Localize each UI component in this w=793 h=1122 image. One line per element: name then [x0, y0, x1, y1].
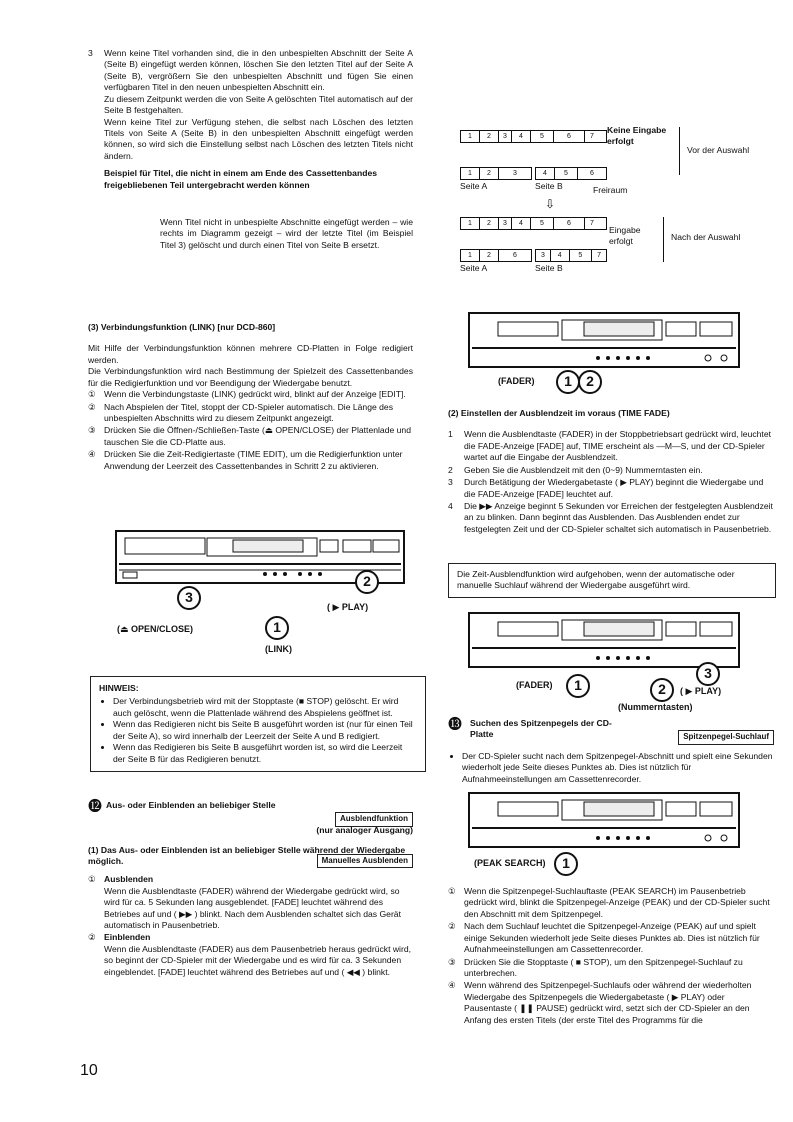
callout-3: 3 — [177, 586, 201, 610]
side-a-row2: 1 2 6 — [460, 249, 532, 262]
cd-player-number-illustration — [468, 612, 768, 712]
list-item: 1 Wenn die Ausblendtaste (FADER) in der Stoppbetriebsart gedrückt wird, leuchtet die FADE-Anzeige [FADE] auf, TIME erscheint als —M—S, und der CD-Spieler wartet auf die Eingabe der Ausblendzeit. — [448, 429, 771, 463]
cd-player-drawing — [468, 792, 740, 852]
label-nummerntasten: (Nummerntasten) — [618, 702, 693, 712]
list-item: • Wenn das Redigieren nicht bis Seite B ausgeführt worden ist (nur für einen Teil der Seite A), so wird innerhalb der Leerzeit der Seite A und B redigiert. — [113, 719, 417, 742]
tape-diagram — [455, 125, 775, 285]
callout-1: 1 — [265, 616, 289, 640]
peak-section — [448, 718, 774, 785]
peak-steps-block — [448, 886, 774, 1027]
side-b-row2: 3 4 5 7 — [535, 249, 607, 262]
freiraum-label: Freiraum — [593, 185, 628, 195]
peak-box: Spitzenpegel-Suchlauf — [678, 730, 774, 745]
fade-heading-row — [88, 798, 413, 823]
list-item: ① Wenn die Verbindungstaste (LINK) gedrückt wird, blinkt auf der Anzeige [EDIT]. — [88, 389, 406, 400]
list-item: ③ Drücken Sie die Öffnen-/Schließen-Taste (⏏ OPEN/CLOSE) der Plattenlade und tauschen Sie die CD-Platte aus. — [88, 425, 411, 447]
list-item: • Der CD-Spieler sucht nach dem Spitzenpegel-Abschnitt und spielt eine Sekunden wiederholt jede Seite dieses Punktes ab. Dies ist nützlich für Aufnahmeeinstellungen am Cassettenrecorder. — [462, 751, 774, 785]
hinweis-box — [90, 676, 426, 772]
list-item: 3 Durch Betätigung der Wiedergabetaste ( ▶ PLAY) beginnt die Wiedergabe und die FADE-Anzeige [FADE] leuchtet auf. — [448, 477, 764, 499]
list-item: ② Nach Abspielen der Titel, stoppt der CD-Spieler automatisch. Die Länge des unbespielten Abschnitts wird zu diesem Zeitpunkt angezeigt. — [88, 401, 394, 423]
example-heading: Beispiel für Titel, die nicht in einem am Ende des Cassettenbandes freigebliebenen Teil untergebracht werden können — [104, 168, 378, 190]
list-item: ② Nach dem Suchlauf leuchtet die Spitzenpegel-Anzeige (PEAK) auf und spielt einige Sekunden wiederholt jede Seite dieses Punktes ab. Dies ist nützlich für Aufnahmeeinstellungen am Cassettenrecorder. — [448, 921, 760, 955]
fade-sub1-box: Manuelles Ausblenden — [88, 854, 413, 869]
list-item: • Der Verbindungsbetrieb wird mit der Stopptaste (■ STOP) gelöscht. Er wird auch gelöscht, wenn die Plattenlade während des Abspielens geöffnet ist. — [113, 696, 417, 719]
list-item: • Wenn das Redigieren bis Seite B ausgeführt worden ist, so wird die Leerzeit der Seite B für das Redigieren benutzt. — [113, 742, 417, 765]
vor-label: Vor der Auswahl — [687, 145, 750, 155]
link-heading: (3) Verbindungsfunktion (LINK) [nur DCD-860] — [88, 322, 276, 332]
link-intro2: Die Verbindungsfunktion wird nach Bestimmung der Spielzeit des Cassettenbandes für die Redigierfunktion und vor Beendigung der Wiedergabe benutzt. — [88, 366, 413, 388]
eingabe-label: Eingabe erfolgt — [609, 225, 641, 247]
left-column — [88, 48, 413, 251]
cd-player-drawing — [468, 612, 740, 672]
fade-box: Ausblendfunktion — [335, 812, 413, 827]
label-peak-search: (PEAK SEARCH) — [474, 858, 546, 868]
callout-2: 2 — [578, 370, 602, 394]
list-item: ③ Drücken Sie die Stopptaste ( ■ STOP), um den Spitzenpegel-Suchlauf zu unterbrechen. — [448, 956, 743, 978]
label-open-close: (⏏ OPEN/CLOSE) — [117, 624, 194, 634]
fade-heading: Aus- oder Einblenden an beliebiger Stelle — [106, 800, 276, 810]
label-play: ( ▶ PLAY) — [327, 602, 369, 612]
callout-2: 2 — [355, 570, 379, 594]
callout-1: 1 — [556, 370, 580, 394]
side-a-row1: 1 2 3 — [460, 167, 532, 180]
page-number: 10 — [80, 1062, 98, 1079]
side-b-row1: 4 5 6 — [535, 167, 607, 180]
list-item: 4 Die ▶▶ Anzeige beginnt 5 Sekunden vor Erreichen der festgelegten Ausblendzeit an zu blinken. Dann beginnt das Ausblenden. Das Ausblenden endet zur festgelegten Zeit und der CD-Spieler schaltet sich automatisch in Pausenbetrieb. — [448, 500, 773, 534]
fade-num: ⓬ — [88, 798, 102, 814]
peak-heading: Suchen des Spitzenpegels der CD-Platte — [470, 718, 612, 740]
link-steps — [88, 389, 413, 472]
label-fader: (FADER) — [516, 680, 553, 690]
cd-player-peak-illustration — [468, 792, 740, 882]
fade-steps — [88, 874, 413, 978]
seite-b-1: Seite B — [535, 181, 563, 191]
cd-player-drawing — [468, 312, 740, 372]
peak-num: ⓭ — [448, 716, 462, 732]
intro-p1: Wenn keine Titel vorhanden sind, die in den unbespielten Abschnitt der Seite A (Seite B) eingefügt werden können, löschen Sie den letzten Titel auf der Seite A (Seite B), vergrößern Sie den unbespielten Abschnitt und fügen Sie einen verfügbaren Titel in den neuen unbespielten Abschnitt ein. — [104, 48, 413, 93]
intro-block — [88, 48, 413, 162]
hinweis-title: HINWEIS: — [99, 683, 139, 693]
time-fade-note — [448, 563, 776, 598]
callout-2: 2 — [650, 678, 674, 702]
example-text: Wenn Titel nicht in unbespielte Abschnitte eingefügt werden – wie rechts im Diagramm gezeigt – wird der letzte Titel (im Beispiel Titel 3) gelöscht und durch einen Titel von Seite B ersetzt. — [160, 217, 413, 250]
cd-player-fader-illustration — [468, 312, 740, 400]
label-link: (LINK) — [265, 644, 292, 654]
list-item: ① Ausblenden Wenn die Ausblendtaste (FADER) während der Wiedergabe gedrückt wird, so wird für ca. 5 Sekunden lang ausgeblendet. [FADE] leuchtet während des Betriebes auf und ( ▶▶ ) blinkt. Nach dem Ausblenden schaltet sich das Gerät automatisch in Pausenbetrieb. — [88, 874, 401, 930]
label-play: ( ▶ PLAY) — [680, 686, 722, 696]
list-item: ② Einblenden Wenn die Ausblendtaste (FADER) aus dem Pausenbetrieb heraus gedrückt wird, so beginnt der CD-Spieler mit der Wiedergabe und es wird für ca. 3 Sekunden eingeblendet. [FADE] leuchtet während des Betriebes auf und ( ◀◀ ) blinkt. — [88, 932, 411, 977]
cd-player-link-illustration — [115, 530, 405, 654]
list-item: ④ Drücken Sie die Zeit-Redigiertaste (TIME EDIT), um die Redigierfunktion unter Anwendung der Leerzeit des Cassettenbandes in Schritt 2 zu aktivieren. — [88, 449, 403, 471]
fade-section — [88, 800, 413, 979]
list-item: ④ Wenn während des Spitzenpegel-Suchlaufs oder während der wiederholten Wiedergabe des Spitzenpegels die Wiedergabetaste ( ▶ PLAY) oder Pausentaste ( ❚❚ PAUSE) gedrückt wird, setzt sich der CD-Spieler an den Anfang des ersten Titels (der erste Titel des Programms für die — [448, 980, 752, 1025]
intro-num: 3 — [88, 48, 93, 58]
time-fade-heading: (2) Einstellen der Ausblendzeit im voraus (TIME FADE) — [448, 408, 670, 418]
intro-p3: Wenn keine Titel zur Verfügung stehen, die selbst nach Löschen des letzten Titels von Seite A (Seite B) in den unbespielten Abschnitt eingefügt werden können, so wird sich die Einstellung selbst nach Löschen des letzten Titels nicht ändern. — [104, 116, 413, 161]
time-fade-section — [448, 408, 774, 536]
note-text: Die Zeit-Ausblendfunktion wird aufgehoben, wenn der automatische oder manuelle Suchlauf während der Wiedergabe ausgeführt wird. — [457, 569, 735, 591]
seite-a-1: Seite A — [460, 181, 488, 191]
down-arrow-icon: ⇩ — [545, 197, 556, 211]
nach-label: Nach der Auswahl — [671, 232, 741, 242]
time-fade-steps — [448, 429, 774, 535]
fade-sub-label: (nur analoger Ausgang) — [316, 825, 413, 836]
label-fader: (FADER) — [498, 376, 535, 386]
seite-a-2: Seite A — [460, 263, 488, 273]
peak-steps — [448, 886, 774, 1026]
callout-1: 1 — [554, 852, 578, 876]
top-tracks: 1 2 3 4 5 6 7 — [460, 130, 607, 143]
peak-heading-row — [448, 718, 774, 741]
callout-3: 3 — [696, 662, 720, 686]
fade-sub1-heading: (1) Das Aus- oder Einblenden ist an beliebiger Stelle während der Wiedergabe möglich. — [88, 844, 406, 867]
list-item: 2 Geben Sie die Ausblendzeit mit den (0~9) Nummerntasten ein. — [448, 464, 703, 475]
mid-tracks: 1 2 3 4 5 6 7 — [460, 217, 607, 230]
seite-b-2: Seite B — [535, 263, 563, 273]
peak-intro-list — [448, 751, 774, 785]
hinweis-list — [99, 696, 417, 765]
callout-1: 1 — [566, 674, 590, 698]
link-intro1: Mit Hilfe der Verbindungsfunktion können mehrere CD-Platten in Folge redigiert werden. — [88, 343, 413, 365]
link-section — [88, 322, 413, 473]
intro-p2: Zu diesem Zeitpunkt werden die von Seite A gelöschten Titel automatisch auf der Seite B festgehalten. — [104, 93, 413, 116]
keine-label: Keine Eingabe erfolgt — [607, 125, 667, 147]
list-item: ① Wenn die Spitzenpegel-Suchlauftaste (PEAK SEARCH) im Pausenbetrieb gedrückt wird, blinkt die Spitzenpegel-Anzeige (PEAK) und der CD-Spieler sucht den Abschnitt mit dem Spitzenpegel. — [448, 886, 770, 919]
